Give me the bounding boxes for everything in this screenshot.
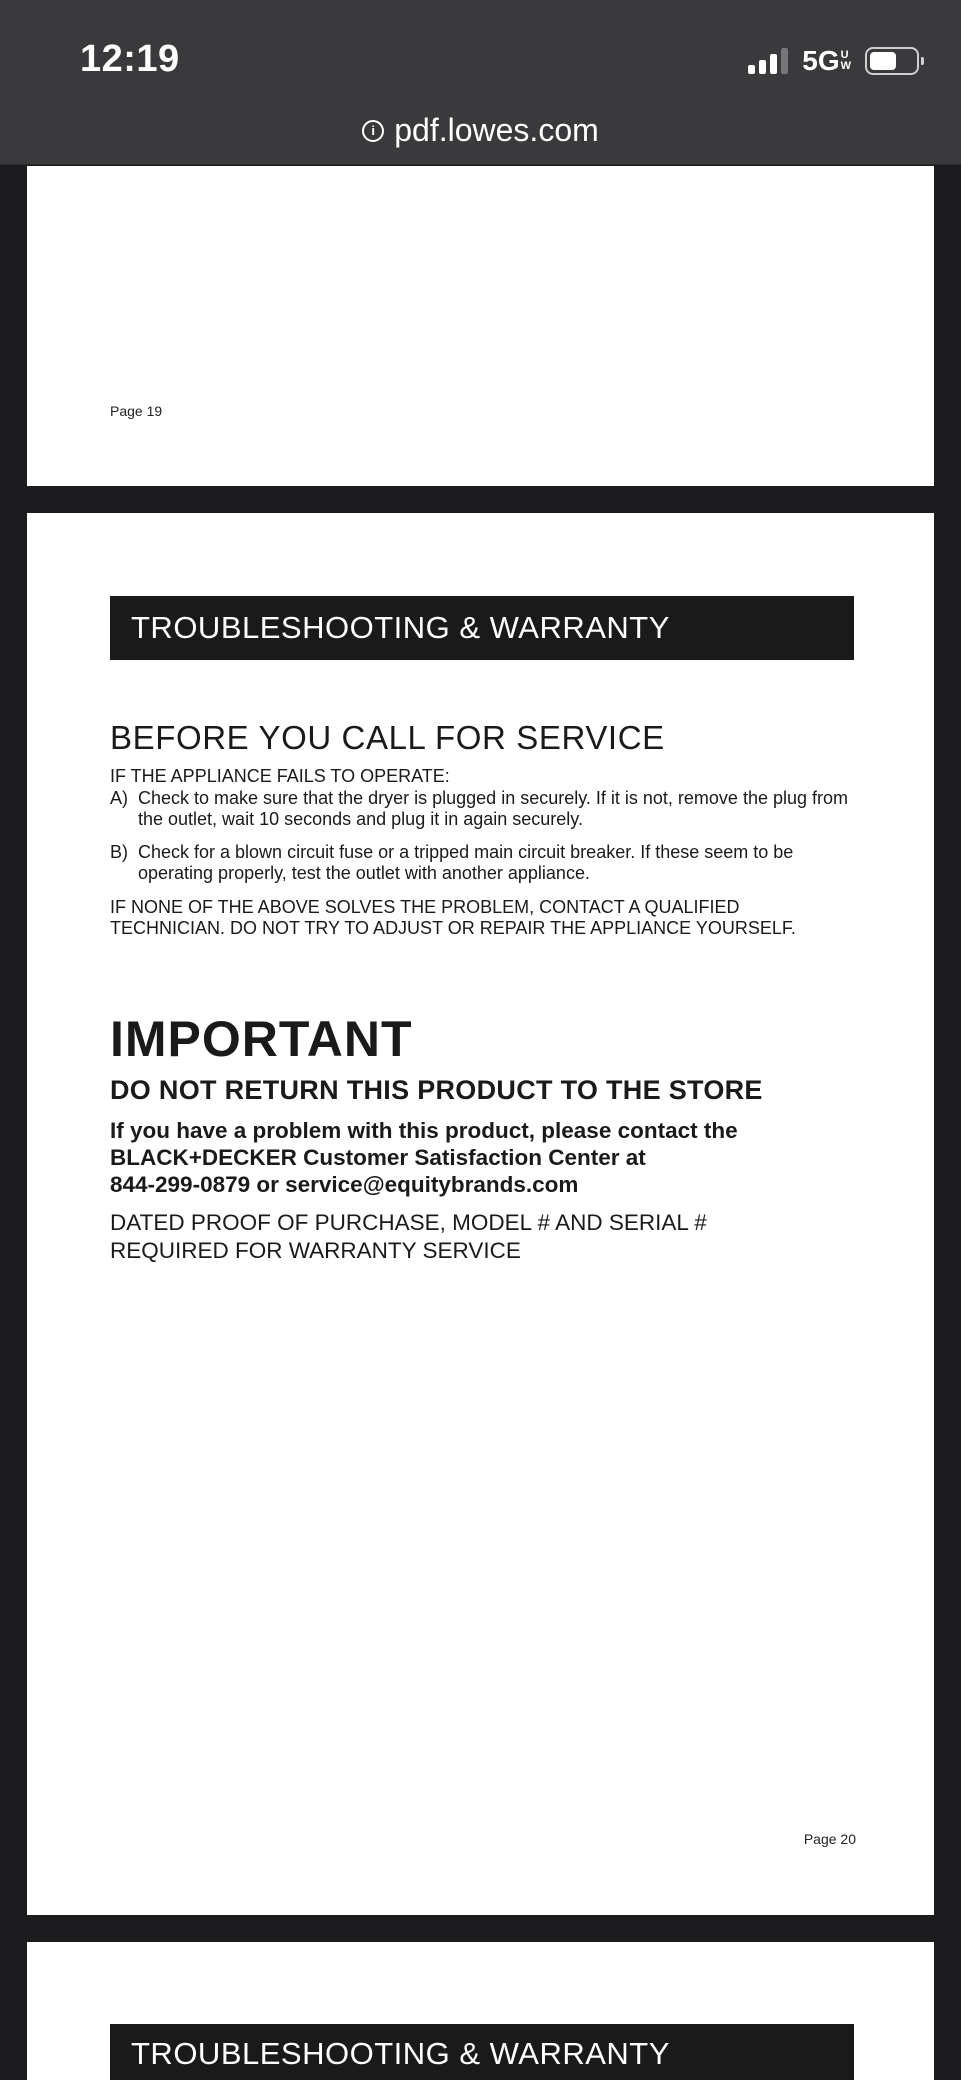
page-number: Page 20 [803,1831,856,1847]
pdf-page-21 [27,1942,934,2080]
page-number: Page 19 [110,403,163,419]
battery-icon [865,47,919,75]
pdf-page-20 [27,513,934,1915]
cellular-signal-icon [748,48,788,74]
status-time: 12:19 [80,38,180,80]
proof-of-purchase-text: DATED PROOF OF PURCHASE, MODEL # AND SERIAL # REQUIRED FOR WARRANTY SERVICE [110,1210,707,1263]
browser-top-bar [0,0,961,165]
contact-line: 844-299-0879 or service@equitybrands.com [110,1172,579,1197]
section-banner: TROUBLESHOOTING & WARRANTY [110,2024,854,2080]
status-indicators [748,44,919,78]
list-text: Check for a blown circuit fuse or a tripped main circuit breaker. If these seem to be operating properly, test the outlet with another appliance. [138,842,794,883]
url-text[interactable]: pdf.lowes.com [394,112,599,148]
no-return-heading: DO NOT RETURN THIS PRODUCT TO THE STORE [110,1075,763,1105]
address-bar[interactable] [0,112,961,149]
list-item-b [110,842,870,884]
service-heading: BEFORE YOU CALL FOR SERVICE [110,719,665,756]
list-letter: B) [110,842,128,862]
none-solves-text: IF NONE OF THE ABOVE SOLVES THE PROBLEM, CONTACT A QUALIFIED TECHNICIAN. DO NOT TRY TO ADJUST OR REPAIR THE APPLIANCE YOURSELF. [110,897,796,938]
list-text: Check to make sure that the dryer is plugged in securely. If it is not, remove the plug from the outlet, wait 10 seconds and plug it in again securely. [138,788,848,829]
contact-line: BLACK+DECKER Customer Satisfaction Center at [110,1145,646,1170]
network-type-label: 5G U W [802,45,851,76]
pdf-page-19 [27,166,934,486]
section-banner: TROUBLESHOOTING & WARRANTY [110,596,854,660]
info-icon[interactable]: i [362,120,384,142]
list-letter: A) [110,788,128,808]
contact-info [110,1117,830,1198]
list-item-a [110,788,870,830]
fails-line: IF THE APPLIANCE FAILS TO OPERATE: [110,766,450,786]
important-heading: IMPORTANT [110,1011,413,1067]
contact-line: If you have a problem with this product, please contact the [110,1118,738,1143]
